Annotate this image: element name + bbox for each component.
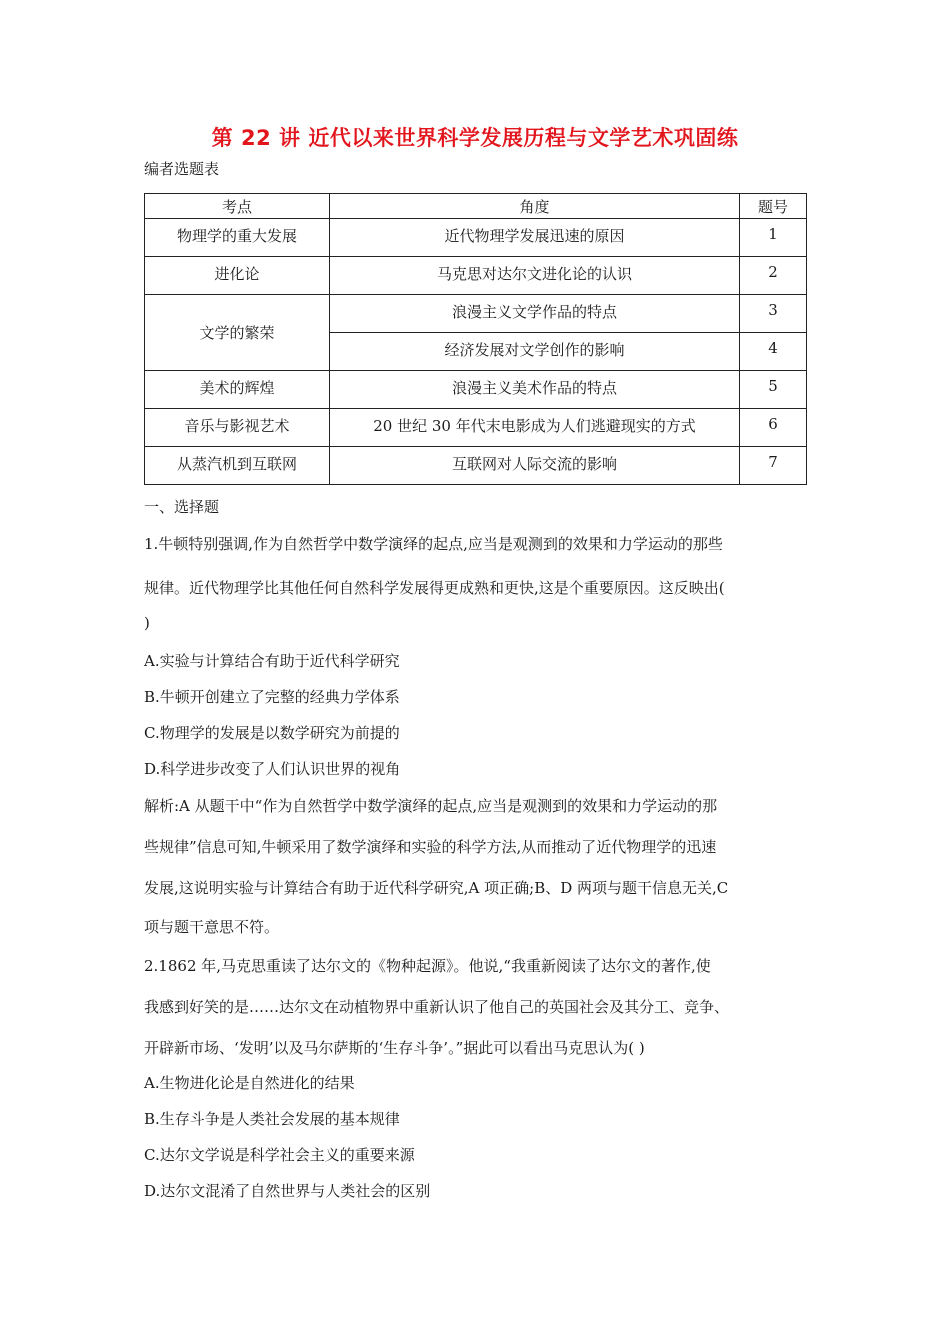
cell-number: 5 bbox=[740, 371, 807, 409]
cell-topic: 进化论 bbox=[145, 257, 330, 295]
table-row bbox=[145, 295, 807, 333]
q1-stem-line: ) bbox=[144, 614, 150, 632]
cell-topic: 文学的繁荣 bbox=[145, 295, 330, 371]
table-row bbox=[145, 447, 807, 485]
cell-number: 1 bbox=[740, 219, 807, 257]
q2-option-c: C.达尔文学说是科学社会主义的重要来源 bbox=[144, 1146, 415, 1164]
cell-angle: 浪漫主义美术作品的特点 bbox=[330, 371, 740, 409]
cell-angle: 经济发展对文学创作的影响 bbox=[330, 333, 740, 371]
cell-angle: 马克思对达尔文进化论的认识 bbox=[330, 257, 740, 295]
q1-option-d: D.科学进步改变了人们认识世界的视角 bbox=[144, 760, 401, 778]
table-caption: 编者选题表 bbox=[144, 160, 220, 178]
q1-option-a: A.实验与计算结合有助于近代科学研究 bbox=[144, 652, 400, 670]
cell-angle: 浪漫主义文学作品的特点 bbox=[330, 295, 740, 333]
q1-stem-line: 1.牛顿特别强调,作为自然哲学中数学演绎的起点,应当是观测到的效果和力学运动的那些 bbox=[144, 535, 723, 553]
q1-analysis-line: 项与题干意思不符。 bbox=[144, 918, 280, 936]
q1-option-b: B.牛顿开创建立了完整的经典力学体系 bbox=[144, 688, 400, 706]
header-number: 题号 bbox=[740, 194, 807, 219]
cell-angle: 近代物理学发展迅速的原因 bbox=[330, 219, 740, 257]
cell-topic: 物理学的重大发展 bbox=[145, 219, 330, 257]
q1-analysis-line: 发展,这说明实验与计算结合有助于近代科学研究,A 项正确;B、D 两项与题干信息无关,C bbox=[144, 879, 729, 897]
header-angle: 角度 bbox=[330, 194, 740, 219]
q2-stem-line: 2.1862 年,马克思重读了达尔文的《物种起源》。他说,“我重新阅读了达尔文的著作,使 bbox=[144, 957, 711, 975]
table-row bbox=[145, 371, 807, 409]
q2-stem-line: 开辟新市场、‘发明’以及马尔萨斯的‘生存斗争’。”据此可以看出马克思认为( ) bbox=[144, 1039, 645, 1057]
cell-number: 3 bbox=[740, 295, 807, 333]
q1-analysis-line: 些规律”信息可知,牛顿采用了数学演绎和实验的科学方法,从而推动了近代物理学的迅速 bbox=[144, 838, 717, 856]
cell-number: 2 bbox=[740, 257, 807, 295]
q2-stem-line: 我感到好笑的是……达尔文在动植物界中重新认识了他自己的英国社会及其分工、竞争、 bbox=[144, 998, 730, 1016]
cell-number: 7 bbox=[740, 447, 807, 485]
q2-option-b: B.生存斗争是人类社会发展的基本规律 bbox=[144, 1110, 400, 1128]
cell-number: 4 bbox=[740, 333, 807, 371]
table-row bbox=[145, 219, 807, 257]
cell-topic: 从蒸汽机到互联网 bbox=[145, 447, 330, 485]
table-row bbox=[145, 409, 807, 447]
cell-number: 6 bbox=[740, 409, 807, 447]
header-topic: 考点 bbox=[145, 194, 330, 219]
table-row bbox=[145, 257, 807, 295]
q1-option-c: C.物理学的发展是以数学研究为前提的 bbox=[144, 724, 400, 742]
cell-topic: 音乐与影视艺术 bbox=[145, 409, 330, 447]
page-title: 第 22 讲 近代以来世界科学发展历程与文学艺术巩固练 bbox=[211, 126, 739, 150]
q1-stem-line: 规律。近代物理学比其他任何自然科学发展得更成熟和更快,这是个重要原因。这反映出( bbox=[144, 579, 725, 597]
topic-selection-table bbox=[144, 193, 807, 485]
cell-angle: 互联网对人际交流的影响 bbox=[330, 447, 740, 485]
section-heading: 一、选择题 bbox=[144, 498, 220, 516]
q1-analysis-line: 解析:A 从题干中“作为自然哲学中数学演绎的起点,应当是观测到的效果和力学运动的那 bbox=[144, 797, 718, 815]
cell-angle: 20 世纪 30 年代末电影成为人们逃避现实的方式 bbox=[330, 409, 740, 447]
table-header-row bbox=[145, 194, 807, 219]
q2-option-d: D.达尔文混淆了自然世界与人类社会的区别 bbox=[144, 1182, 431, 1200]
q2-option-a: A.生物进化论是自然进化的结果 bbox=[144, 1074, 355, 1092]
cell-topic: 美术的辉煌 bbox=[145, 371, 330, 409]
